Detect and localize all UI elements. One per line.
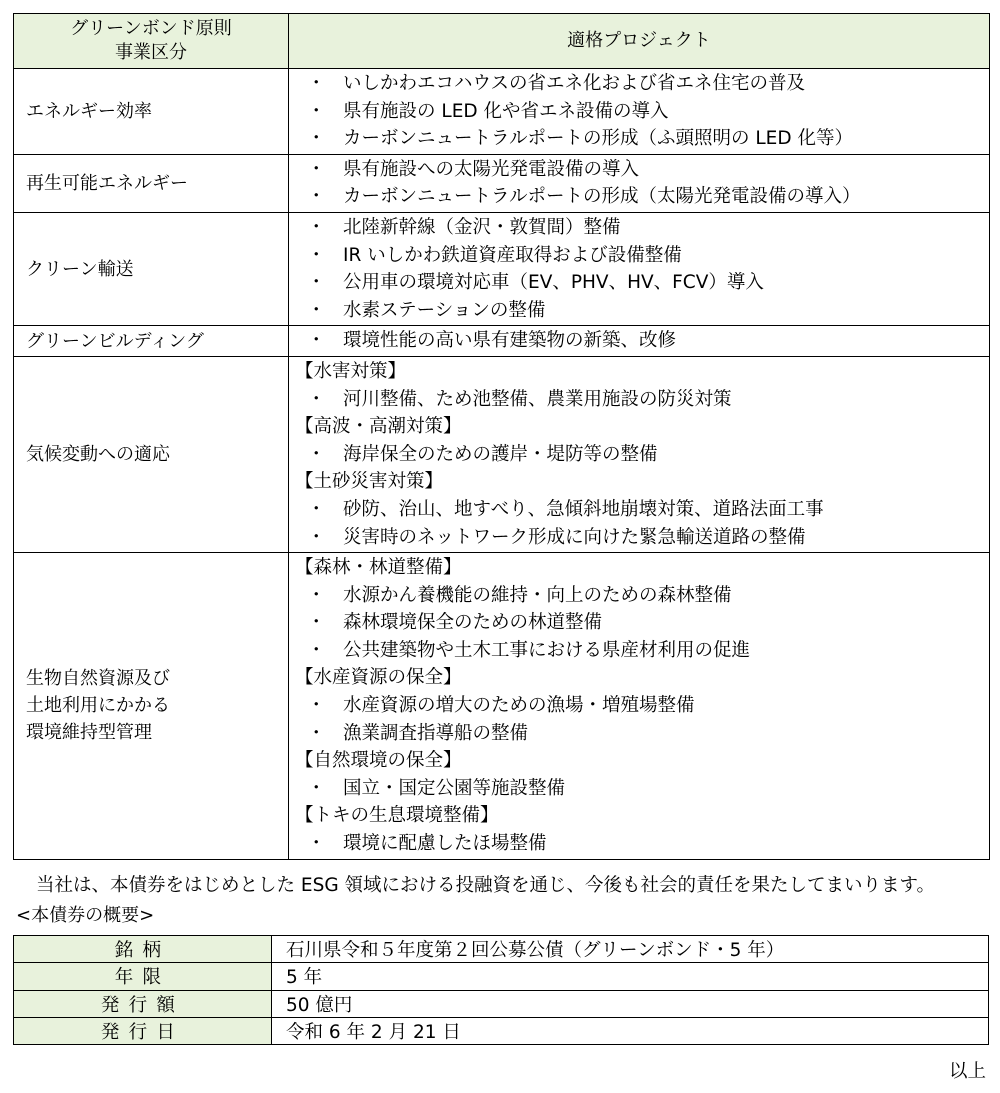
bullet-marker: ・ bbox=[307, 833, 326, 855]
subcategory-heading: 【森林・林道整備】 bbox=[295, 557, 462, 579]
project-text: 海岸保全のための護岸・堤防等の整備 bbox=[343, 443, 658, 465]
bullet-marker: ・ bbox=[307, 128, 326, 150]
project-text: 漁業調査指導船の整備 bbox=[343, 722, 529, 744]
summary-label: 年限 bbox=[14, 963, 272, 990]
project-item bbox=[295, 582, 989, 610]
project-text: カーボンニュートラルポートの形成（ふ頭照明の LED 化等） bbox=[343, 128, 853, 150]
table-header-row bbox=[14, 14, 990, 69]
projects-cell bbox=[289, 356, 990, 552]
category-cell bbox=[14, 356, 289, 552]
subcategory-heading: 【水害対策】 bbox=[295, 360, 407, 382]
table-row bbox=[14, 553, 990, 860]
summary-value: 石川県令和５年度第２回公募公債（グリーンボンド・5 年） bbox=[272, 936, 989, 963]
project-text: 県有施設への太陽光発電設備の導入 bbox=[343, 158, 640, 180]
project-item bbox=[295, 830, 989, 858]
table-row bbox=[14, 356, 990, 552]
bullet-marker: ・ bbox=[307, 526, 326, 548]
bullet-marker: ・ bbox=[307, 272, 326, 294]
project-text: 森林環境保全のための林道整備 bbox=[343, 612, 603, 634]
project-text: IR いしかわ鉄道資産取得および設備整備 bbox=[343, 244, 682, 266]
projects-cell bbox=[289, 553, 990, 860]
projects-cell bbox=[289, 212, 990, 325]
project-text: 災害時のネットワーク形成に向けた緊急輸送道路の整備 bbox=[343, 526, 806, 548]
project-item bbox=[295, 524, 989, 552]
table-row bbox=[14, 154, 990, 212]
category-label: グリーンビルディング bbox=[26, 330, 204, 352]
category-label: エネルギー効率 bbox=[26, 100, 152, 122]
summary-value: 5 年 bbox=[272, 963, 989, 990]
table-body bbox=[14, 69, 990, 860]
project-item bbox=[295, 609, 989, 637]
subcategory-heading: 【高波・高潮対策】 bbox=[295, 416, 462, 438]
projects-cell bbox=[289, 154, 990, 212]
end-mark: 以上 bbox=[948, 1061, 986, 1082]
category-label: 再生可能エネルギー bbox=[26, 172, 188, 194]
bullet-marker: ・ bbox=[307, 443, 326, 465]
project-item bbox=[295, 441, 989, 469]
project-text: 県有施設の LED 化や省エネ設備の導入 bbox=[343, 100, 669, 122]
project-text: いしかわエコハウスの省エネ化および省エネ住宅の普及 bbox=[343, 73, 805, 94]
category-cell bbox=[14, 326, 289, 357]
project-item bbox=[295, 156, 989, 184]
closing-statement: 当社は、本債券をはじめとした ESG 領域における投融資を通じ、今後も社会的責任を果たしてまいります。 bbox=[36, 875, 936, 896]
category-header-line2: 事業区分 bbox=[115, 42, 187, 63]
summary-value: 令和 6 年 2 月 21 日 bbox=[272, 1017, 989, 1044]
projects-cell bbox=[289, 69, 990, 155]
category-cell bbox=[14, 154, 289, 212]
bullet-marker: ・ bbox=[307, 612, 326, 634]
bullet-marker: ・ bbox=[307, 498, 326, 520]
project-text: 水素ステーションの整備 bbox=[343, 299, 546, 321]
projects-cell bbox=[289, 326, 990, 357]
summary-label: 銘柄 bbox=[14, 936, 272, 963]
summary-row bbox=[14, 963, 989, 990]
project-item bbox=[295, 214, 989, 242]
project-text: 公用車の環境対応車（EV、PHV、HV、FCV）導入 bbox=[343, 272, 764, 294]
table-row bbox=[14, 326, 990, 357]
subcategory-heading: 【水産資源の保全】 bbox=[295, 667, 462, 689]
bullet-marker: ・ bbox=[307, 216, 326, 238]
projects-header: 適格プロジェクト bbox=[289, 14, 990, 69]
bullet-marker: ・ bbox=[307, 722, 326, 744]
bullet-marker: ・ bbox=[307, 244, 326, 266]
subcategory-heading: 【自然環境の保全】 bbox=[295, 750, 462, 772]
bullet-marker: ・ bbox=[307, 330, 326, 352]
bond-summary-table bbox=[13, 935, 989, 1045]
bullet-marker: ・ bbox=[307, 186, 326, 208]
bullet-marker: ・ bbox=[307, 299, 326, 321]
summary-value: 50 億円 bbox=[272, 990, 989, 1017]
project-text: 北陸新幹線（金沢・敦賀間）整備 bbox=[343, 216, 621, 238]
summary-row bbox=[14, 990, 989, 1017]
project-text: 国立・国定公園等施設整備 bbox=[343, 777, 566, 799]
category-cell bbox=[14, 69, 289, 155]
project-text: 公共建築物や土木工事における県産材利用の促進 bbox=[343, 639, 751, 661]
project-item bbox=[295, 637, 989, 665]
project-item bbox=[295, 183, 989, 211]
project-text: 水産資源の増大のための漁場・増殖場整備 bbox=[343, 695, 695, 717]
category-header-line1: グリーンボンド原則 bbox=[70, 18, 232, 39]
project-text: 河川整備、ため池整備、農業用施設の防災対策 bbox=[343, 388, 732, 410]
subcategory-heading: 【トキの生息環境整備】 bbox=[295, 805, 499, 827]
project-text: カーボンニュートラルポートの形成（太陽光発電設備の導入） bbox=[343, 186, 861, 208]
project-text: 砂防、治山、地すべり、急傾斜地崩壊対策、道路法面工事 bbox=[343, 498, 824, 520]
project-item bbox=[295, 125, 989, 153]
subcategory-heading: 【土砂災害対策】 bbox=[295, 471, 444, 493]
bullet-marker: ・ bbox=[307, 584, 326, 606]
project-item bbox=[295, 720, 989, 748]
project-item bbox=[295, 386, 989, 414]
project-text: 水源かん養機能の維持・向上のための森林整備 bbox=[343, 584, 732, 606]
project-item bbox=[295, 692, 989, 720]
project-item bbox=[295, 496, 989, 524]
category-label: 気候変動への適応 bbox=[26, 444, 170, 466]
project-item bbox=[295, 70, 989, 98]
summary-row bbox=[14, 1017, 989, 1044]
project-text: 環境に配慮したほ場整備 bbox=[343, 833, 547, 855]
table-row bbox=[14, 212, 990, 325]
category-label: クリーン輸送 bbox=[26, 258, 134, 280]
category-cell bbox=[14, 212, 289, 325]
summary-label: 発行日 bbox=[14, 1017, 272, 1044]
project-item bbox=[295, 242, 989, 270]
bullet-marker: ・ bbox=[307, 388, 326, 410]
category-label: 土地利用にかかる bbox=[26, 695, 170, 717]
project-text: 環境性能の高い県有建築物の新築、改修 bbox=[343, 330, 677, 352]
bullet-marker: ・ bbox=[307, 158, 326, 180]
summary-label: 発行額 bbox=[14, 990, 272, 1017]
bullet-marker: ・ bbox=[307, 100, 326, 122]
table-row bbox=[14, 69, 990, 155]
bullet-marker: ・ bbox=[307, 777, 326, 799]
bullet-marker: ・ bbox=[307, 695, 326, 717]
category-label: 生物自然資源及び bbox=[26, 668, 170, 690]
summary-heading: <本債券の概要> bbox=[16, 905, 155, 926]
bullet-marker: ・ bbox=[307, 639, 326, 661]
category-label: 環境維持型管理 bbox=[26, 722, 152, 744]
summary-body bbox=[14, 936, 989, 1045]
eligible-projects-table bbox=[13, 13, 990, 860]
project-item bbox=[295, 98, 989, 126]
summary-row bbox=[14, 936, 989, 963]
project-item bbox=[295, 269, 989, 297]
category-header bbox=[14, 14, 289, 69]
project-item bbox=[295, 775, 989, 803]
project-item bbox=[295, 327, 989, 355]
category-cell bbox=[14, 553, 289, 860]
project-item bbox=[295, 297, 989, 325]
bullet-marker: ・ bbox=[307, 73, 326, 94]
